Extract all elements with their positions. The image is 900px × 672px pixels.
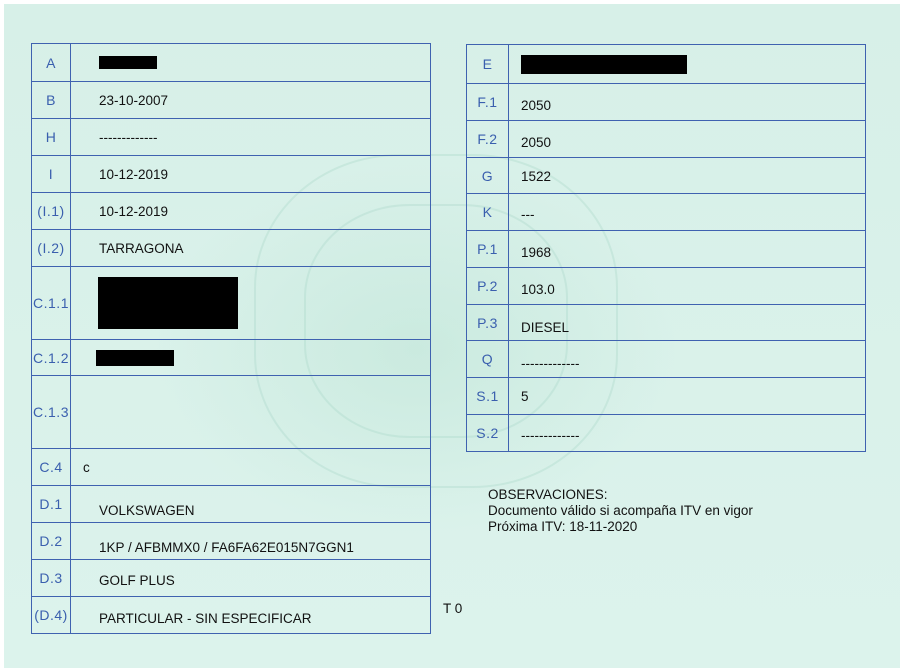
field-code: S.2 xyxy=(467,415,509,451)
field-code: (I.2) xyxy=(32,230,71,266)
field-code: C.1.1 xyxy=(32,267,71,339)
observations-heading: OBSERVACIONES: xyxy=(488,487,608,502)
field-code: (I.1) xyxy=(32,193,71,229)
field-code: G xyxy=(467,158,509,193)
field-value: ------------- xyxy=(521,355,580,371)
right-fields-table xyxy=(466,44,866,452)
field-value xyxy=(71,376,430,448)
field-row-d2 xyxy=(32,522,430,559)
field-row-d4 xyxy=(32,596,430,633)
field-value: 10-12-2019 xyxy=(99,203,169,219)
field-value xyxy=(71,267,430,339)
field-row-f2 xyxy=(467,120,865,157)
footer-mark: T 0 xyxy=(443,601,463,616)
field-row-i xyxy=(32,155,430,192)
field-row-q xyxy=(467,340,865,377)
field-value: PARTICULAR - SIN ESPECIFICAR xyxy=(99,610,312,626)
field-value: --- xyxy=(521,206,535,222)
field-row-b xyxy=(32,81,430,118)
field-value: ------------- xyxy=(99,129,158,145)
field-row-c11 xyxy=(32,266,430,339)
field-code: H xyxy=(32,119,71,155)
field-code: D.3 xyxy=(32,560,71,596)
field-value: 23-10-2007 xyxy=(99,92,169,108)
field-row-c4 xyxy=(32,448,430,485)
field-code: K xyxy=(467,194,509,230)
field-code: P.3 xyxy=(467,305,509,340)
field-row-i1 xyxy=(32,192,430,229)
field-row-d1 xyxy=(32,485,430,522)
field-value: 1KP / AFBMMX0 / FA6FA62E015N7GGN1 xyxy=(99,539,354,555)
field-code: C.4 xyxy=(32,449,71,485)
field-value: GOLF PLUS xyxy=(99,572,175,588)
field-row-c12 xyxy=(32,339,430,375)
field-value: 5 xyxy=(521,388,529,404)
field-code: B xyxy=(32,82,71,118)
observations-block xyxy=(488,487,753,535)
observations-line-1: Documento válido si acompaña ITV en vigor xyxy=(488,503,753,518)
field-row-s2 xyxy=(467,414,865,451)
field-value: TARRAGONA xyxy=(99,240,184,256)
field-row-e xyxy=(467,45,865,83)
observations-line-2: Próxima ITV: 18-11-2020 xyxy=(488,519,638,534)
left-fields-table xyxy=(31,43,431,634)
field-value xyxy=(71,340,430,375)
field-code: D.2 xyxy=(32,523,71,559)
field-row-i2 xyxy=(32,229,430,266)
field-value: 2050 xyxy=(521,97,552,113)
field-row-p3 xyxy=(467,304,865,340)
field-value: VOLKSWAGEN xyxy=(99,502,195,518)
field-code: P.2 xyxy=(467,268,509,304)
field-row-h xyxy=(32,118,430,155)
field-code: Q xyxy=(467,341,509,377)
field-code: A xyxy=(32,44,71,81)
field-value: ------------- xyxy=(521,427,580,443)
field-row-p2 xyxy=(467,267,865,304)
field-code: (D.4) xyxy=(32,597,71,633)
field-row-f1 xyxy=(467,83,865,120)
field-code: E xyxy=(467,45,509,83)
field-row-k xyxy=(467,193,865,230)
field-row-c13 xyxy=(32,375,430,448)
redaction-box xyxy=(521,55,687,74)
redaction-box xyxy=(98,277,238,329)
field-row-g xyxy=(467,157,865,193)
field-value: DIESEL xyxy=(521,320,570,335)
field-value xyxy=(509,45,865,83)
field-value: 1968 xyxy=(521,244,552,260)
field-code: P.1 xyxy=(467,231,509,267)
field-code: D.1 xyxy=(32,486,71,522)
redaction-box xyxy=(99,56,157,69)
field-value: 1522 xyxy=(521,169,552,184)
field-code: I xyxy=(32,156,71,192)
field-value: 103.0 xyxy=(521,281,555,297)
field-row-d3 xyxy=(32,559,430,596)
field-value: 2050 xyxy=(521,134,552,150)
field-code: F.1 xyxy=(467,84,509,120)
field-value: 10-12-2019 xyxy=(99,166,169,182)
field-code: C.1.3 xyxy=(32,376,71,448)
field-value xyxy=(71,44,430,81)
field-code: C.1.2 xyxy=(32,340,71,375)
field-row-p1 xyxy=(467,230,865,267)
field-value: c xyxy=(83,459,90,475)
field-row-a xyxy=(32,44,430,81)
redaction-box xyxy=(96,350,174,366)
field-code: S.1 xyxy=(467,378,509,414)
field-row-s1 xyxy=(467,377,865,414)
field-code: F.2 xyxy=(467,121,509,157)
